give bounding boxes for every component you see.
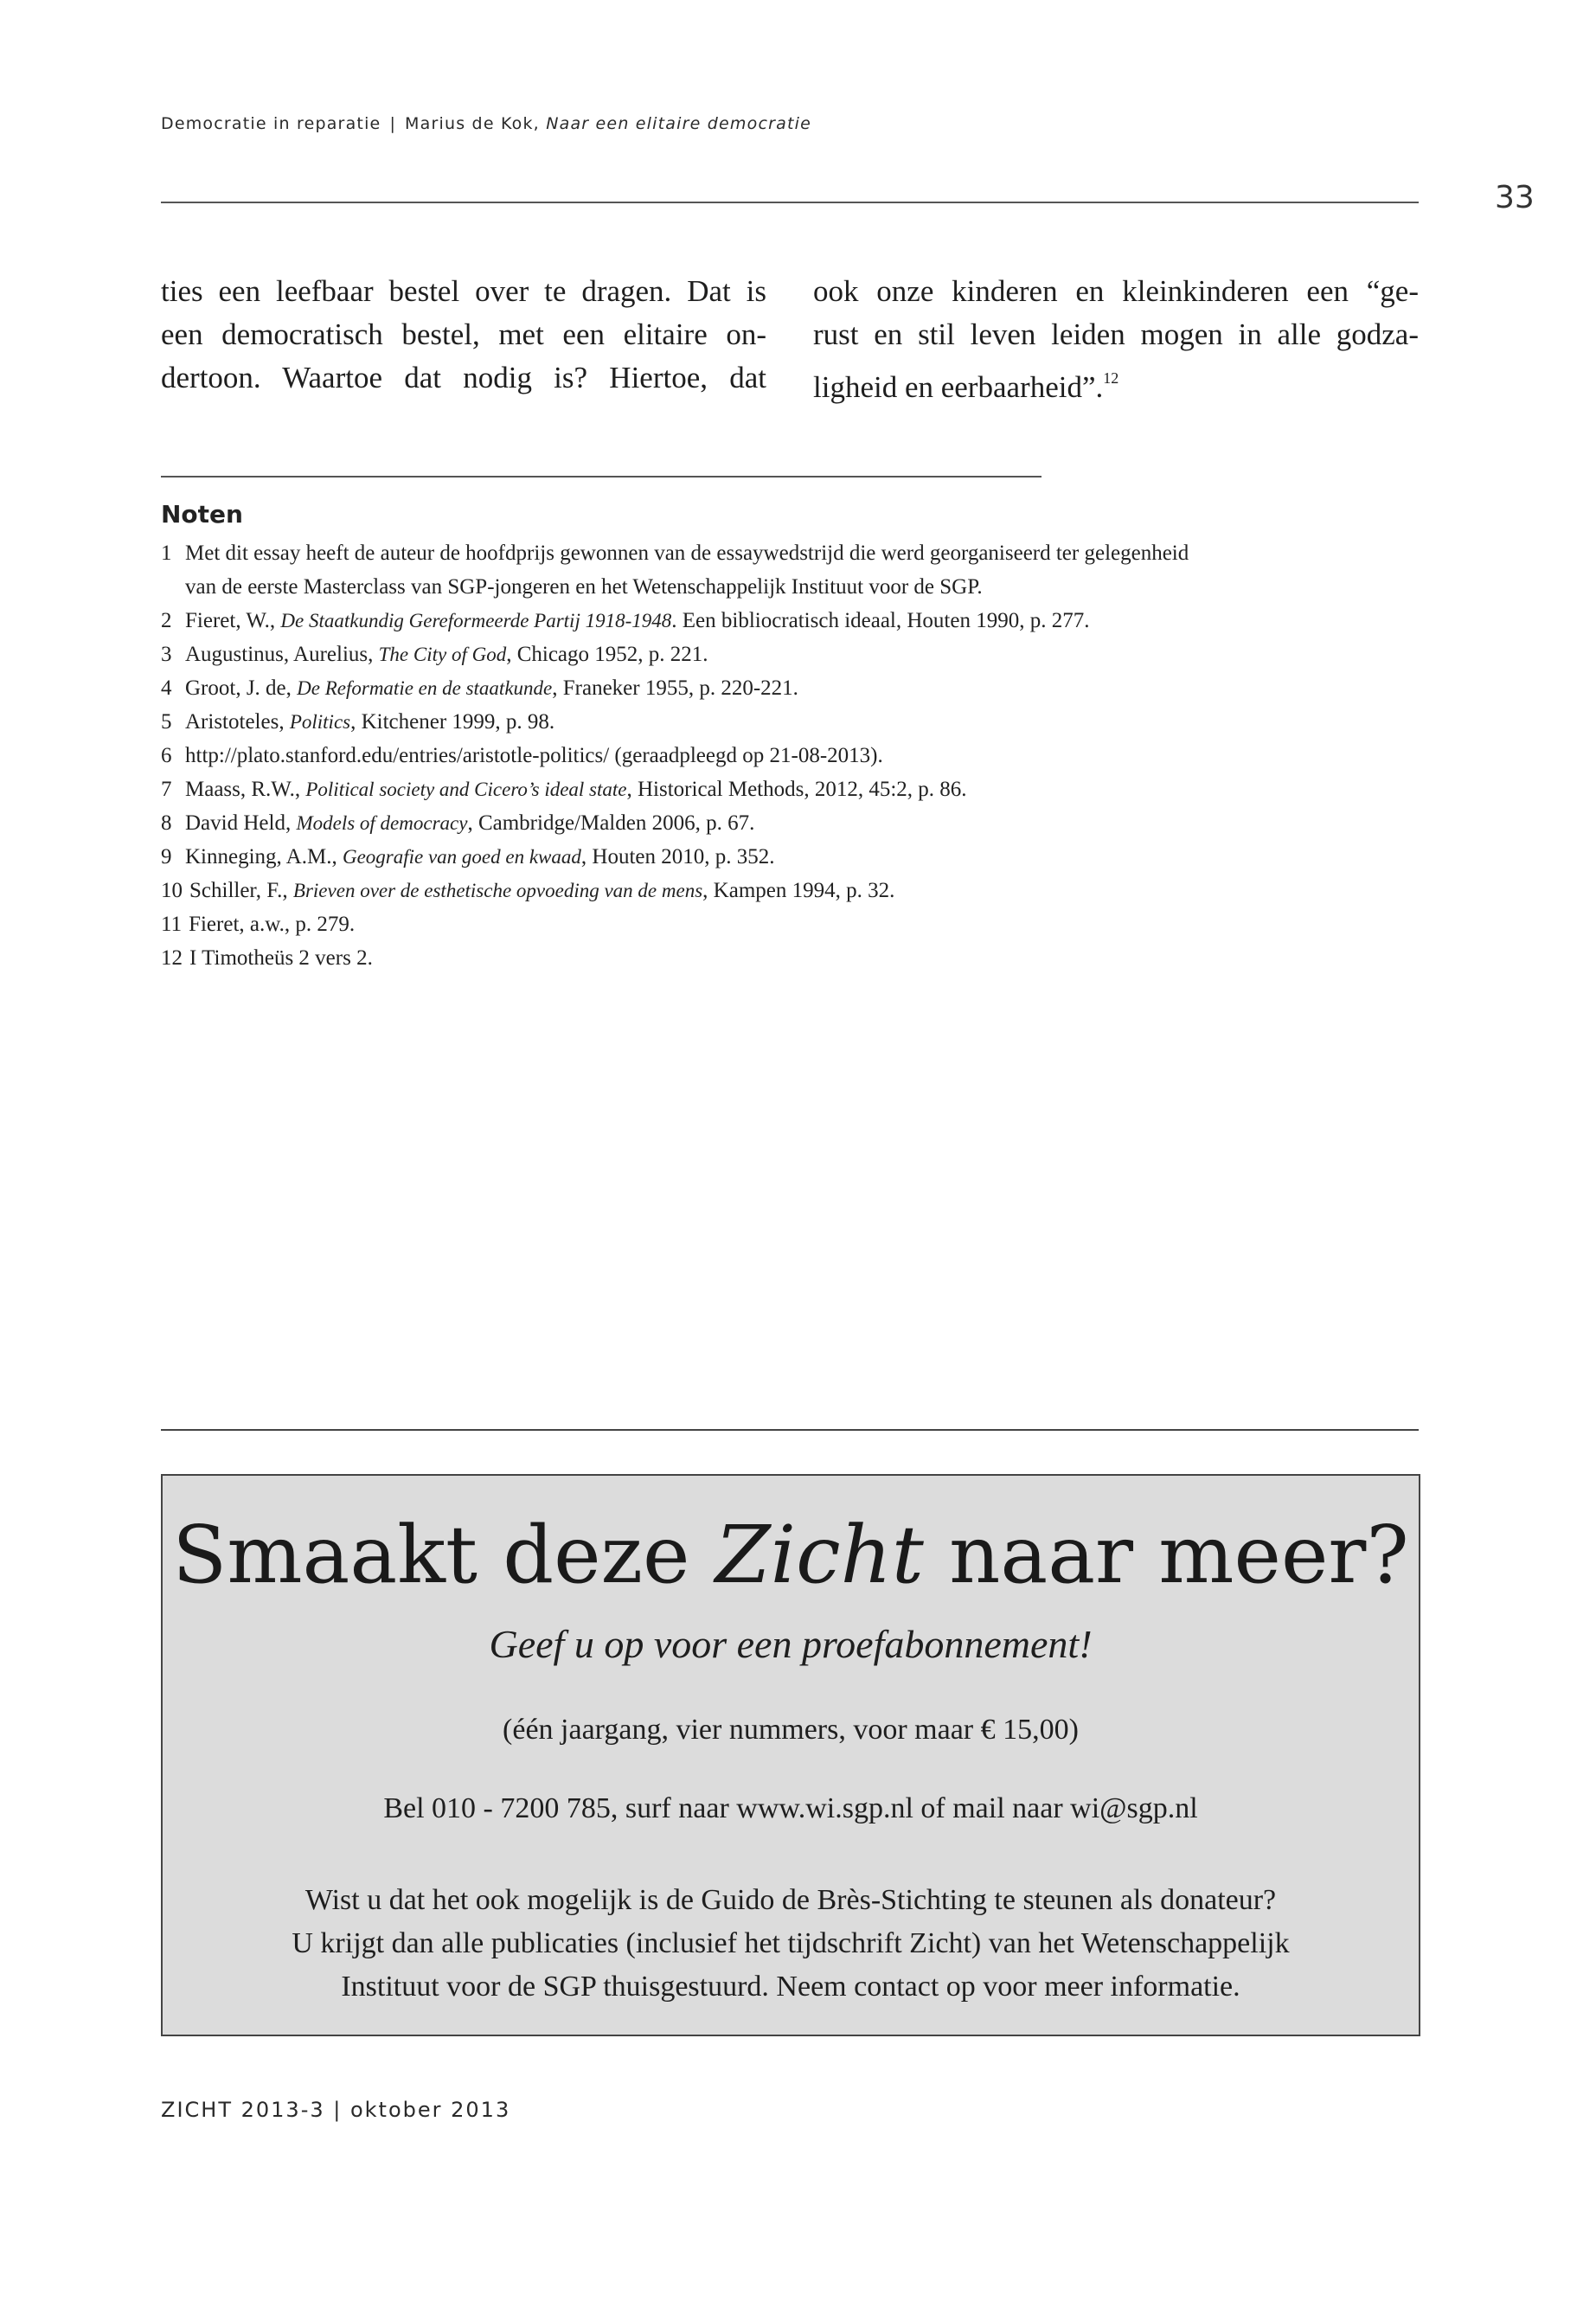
note-text: Schiller, F.,	[189, 879, 293, 902]
note-text: Aristoteles,	[185, 710, 290, 734]
note-title: The City of God	[378, 644, 507, 665]
note-item	[161, 840, 1424, 874]
note-text-after: , Chicago 1952, p. 221.	[506, 643, 708, 666]
page-footer: ZICHT 2013-3 | oktober 2013	[161, 2098, 511, 2122]
note-text: Augustinus, Aurelius,	[185, 643, 379, 666]
note-number: 9	[161, 845, 172, 868]
notes-heading: Noten	[161, 500, 243, 529]
publication-name: Democratie in reparatie	[161, 114, 381, 133]
article-title: Naar een elitaire democratie	[546, 114, 811, 133]
note-item	[161, 739, 1424, 772]
note-text-after: , Cambridge/Malden 2006, p. 67.	[467, 811, 755, 835]
note-number: 1	[161, 542, 172, 565]
body-line-text: ligheid en eerbaarheid”.	[813, 370, 1104, 404]
note-text-after: , Houten 2010, p. 352.	[580, 845, 775, 868]
promo-info-line: Instituut voor de SGP thuisgestuurd. Neem contact op voor meer informatie.	[341, 1971, 1240, 2003]
note-title: De Staatkundig Gereformeerde Partij 1918-1948	[280, 610, 672, 631]
body-line: rust en stil leven leiden mogen in alle godza-	[813, 317, 1419, 351]
promo-title-magazine: Zicht	[715, 1509, 924, 1601]
note-text: Fieret, a.w., p. 279.	[189, 913, 356, 936]
body-column-right	[813, 270, 1419, 409]
body-line: dertoon. Waartoe dat nodig is? Hiertoe, dat	[161, 361, 766, 394]
body-line: een democratisch bestel, met een elitaire on-	[161, 317, 766, 351]
note-text-after: . Een bibliocratisch ideaal, Houten 1990, p. 277.	[671, 609, 1090, 632]
note-number: 11	[161, 913, 183, 936]
promo-subtitle: Geef u op voor een proefabonnement!	[489, 1622, 1093, 1666]
note-title: Models of democracy	[296, 812, 468, 834]
body-line: ties een leefbaar bestel over te dragen. Dat is	[161, 274, 766, 308]
body-line: ook onze kinderen en kleinkinderen een “ge-	[813, 274, 1419, 308]
note-text: I Timotheüs 2 vers 2.	[189, 946, 373, 970]
promo-info-line: Wist u dat het ook mogelijk is de Guido de Brès-Stichting te steunen als donateur?	[304, 1884, 1277, 1916]
promo-info	[163, 1879, 1419, 2009]
note-text: Kinneging, A.M.,	[185, 845, 343, 868]
note-item	[161, 941, 1424, 975]
note-number: 3	[161, 643, 172, 666]
note-text: Maass, R.W.,	[185, 778, 306, 801]
note-number: 12	[161, 946, 183, 970]
body-column-left	[161, 270, 766, 400]
note-text-after: , Historical Methods, 2012, 45:2, p. 86.	[626, 778, 967, 801]
note-number: 6	[161, 744, 172, 767]
header-rule	[161, 202, 1419, 203]
note-number: 4	[161, 676, 172, 700]
note-item	[161, 705, 1424, 739]
note-text: http://plato.stanford.edu/entries/aristotle-politics/ (geraadpleegd op 21-08-2013).	[185, 744, 883, 767]
note-item	[161, 671, 1424, 705]
promo-box	[161, 1474, 1420, 2036]
promo-rule	[161, 1429, 1419, 1431]
note-text: Fieret, W.,	[185, 609, 281, 632]
promo-info-line: U krijgt dan alle publicaties (inclusief het tijdschrift Zicht) van het Wetenschappelijk	[292, 1927, 1290, 1959]
note-number: 2	[161, 609, 172, 632]
note-item	[161, 907, 1424, 941]
note-item	[161, 604, 1424, 638]
note-text: David Held,	[185, 811, 297, 835]
note-number: 8	[161, 811, 172, 835]
note-item	[161, 638, 1424, 671]
note-number: 10	[161, 879, 183, 902]
note-item	[161, 874, 1424, 907]
note-title: Political society and Cicero’s ideal state	[305, 779, 627, 800]
page-number: 33	[1495, 180, 1535, 215]
note-number: 5	[161, 710, 172, 734]
note-text-after: , Kampen 1994, p. 32.	[702, 879, 895, 902]
note-title: Geografie van goed en kwaad	[342, 846, 581, 868]
note-item	[161, 536, 1424, 604]
promo-title-pre: Smaakt deze	[172, 1509, 715, 1601]
note-text: Groot, J. de,	[185, 676, 298, 700]
promo-contact: Bel 010 - 7200 785, surf naar www.wi.sgp.nl of mail naar wi@sgp.nl	[383, 1792, 1198, 1824]
promo-title-post: naar meer?	[923, 1509, 1409, 1601]
note-text-after: , Franeker 1955, p. 220-221.	[552, 676, 798, 700]
promo-price: (één jaargang, vier nummers, voor maar € 15,00)	[503, 1714, 1079, 1746]
header-separator: |	[389, 114, 397, 133]
note-continuation: van de eerste Masterclass van SGP-jongeren en het Wetenschappelijk Instituut voor de SGP.	[185, 575, 983, 599]
promo-title	[163, 1509, 1419, 1601]
footnote-reference: 12	[1103, 369, 1119, 387]
note-text: Met dit essay heeft de auteur de hoofdprijs gewonnen van de essaywedstrijd die werd georganiseerd ter gelegenheid	[185, 542, 1189, 565]
note-item	[161, 806, 1424, 840]
running-head	[161, 114, 811, 133]
note-title: Brieven over de esthetische opvoeding van de mens	[292, 880, 703, 901]
notes-rule	[161, 476, 1042, 478]
note-item	[161, 772, 1424, 806]
author-name: Marius de Kok,	[405, 114, 540, 133]
notes-list	[161, 536, 1424, 975]
note-number: 7	[161, 778, 172, 801]
note-title: Politics	[289, 711, 351, 733]
note-text-after: , Kitchener 1999, p. 98.	[350, 710, 555, 734]
note-title: De Reformatie en de staatkunde	[297, 677, 553, 699]
body-line-last	[813, 356, 1419, 409]
